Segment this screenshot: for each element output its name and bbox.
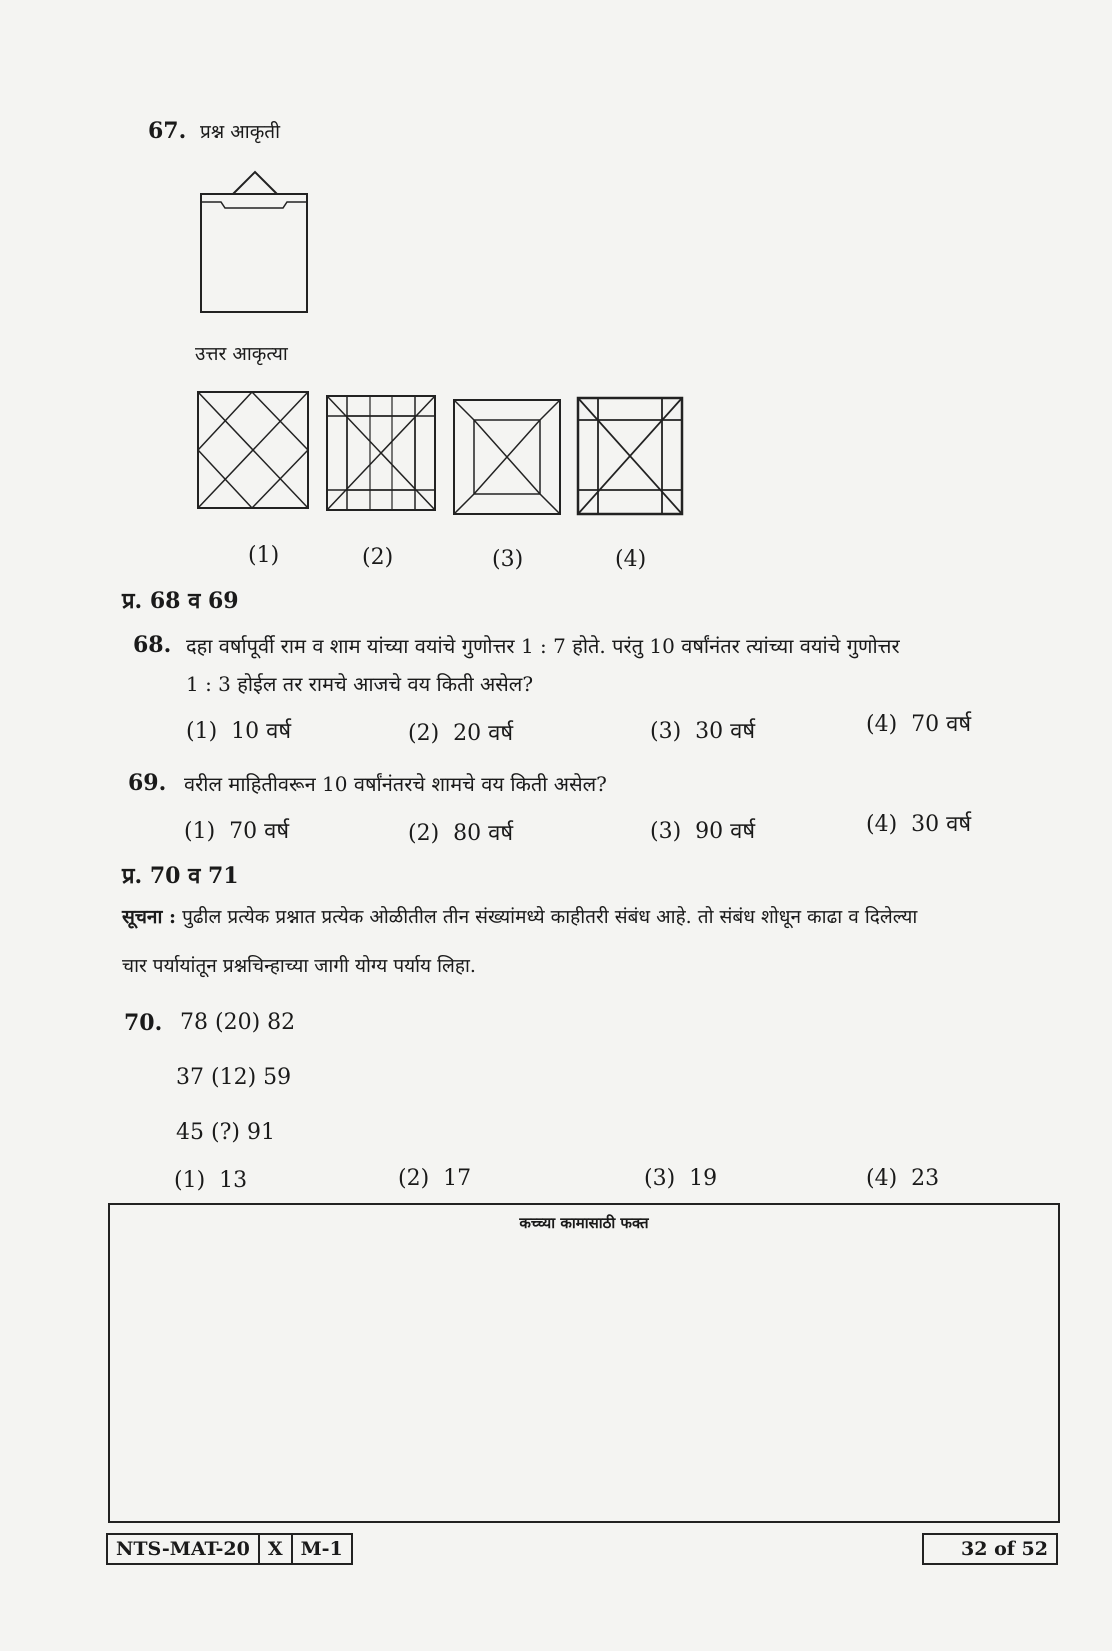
footer-set: M-1 (300, 1538, 343, 1560)
question-70-row-1: 78 (20) 82 (180, 1010, 296, 1035)
answer-figure-4[interactable] (576, 396, 684, 516)
footer-class: X (260, 1535, 293, 1563)
question-figure-label: प्रश्न आकृती (200, 121, 281, 143)
section-header-70-71: प्र. 70 व 71 (122, 863, 239, 889)
instruction-text-1: पुढील प्रत्येक प्रश्नात प्रत्येक ओळीतील तीन संख्यांमध्ये काहीतरी संबंध आहे. तो संबंध शोधून काढा व दिलेल्या (182, 906, 918, 928)
footer-exam-code: NTS-MAT-20 (108, 1535, 260, 1563)
question-69-option-3[interactable]: (3) 90 वर्ष (650, 819, 756, 844)
instruction-label: सूचना : (122, 906, 177, 928)
question-68-option-4[interactable]: (4) 70 वर्ष (866, 712, 972, 737)
question-69-option-2[interactable]: (2) 80 वर्ष (408, 821, 514, 846)
question-70-option-4[interactable]: (4) 23 (866, 1166, 940, 1191)
question-68-option-2[interactable]: (2) 20 वर्ष (408, 721, 514, 746)
question-70-option-2[interactable]: (2) 17 (398, 1166, 472, 1191)
question-figure-envelope (195, 168, 315, 318)
question-68-option-1[interactable]: (1) 10 वर्ष (186, 719, 292, 744)
instruction-line-2: चार पर्यायांतून प्रश्नचिन्हाच्या जागी योग्य पर्याय लिहा. (122, 955, 476, 977)
instruction-line-1 (122, 903, 917, 929)
answer-figure-label-2: (2) (362, 545, 394, 570)
answer-figure-label-3: (3) (492, 547, 524, 572)
question-number-70: 70. (124, 1010, 163, 1036)
footer-code-box (106, 1533, 353, 1565)
question-68-text-line-2: 1 : 3 होईल तर रामचे आजचे वय किती असेल? (186, 672, 534, 696)
rough-work-label: कच्च्या कामासाठी फक्त (519, 1214, 649, 1232)
answer-figure-3[interactable] (452, 398, 562, 516)
question-70-option-3[interactable]: (3) 19 (644, 1166, 718, 1191)
question-number-67: 67. (148, 118, 187, 144)
answer-figure-1[interactable] (196, 390, 310, 510)
question-70-row-3: 45 (?) 91 (176, 1120, 275, 1145)
answer-figures-label: उत्तर आकृत्या (195, 343, 288, 365)
answer-figure-2[interactable] (325, 394, 437, 512)
footer-page-number: 32 of 52 (922, 1533, 1058, 1565)
question-number-69: 69. (128, 770, 167, 796)
answer-figure-label-4: (4) (615, 547, 647, 572)
question-69-option-1[interactable]: (1) 70 वर्ष (184, 819, 290, 844)
question-68-option-3[interactable]: (3) 30 वर्ष (650, 719, 756, 744)
question-69-option-4[interactable]: (4) 30 वर्ष (866, 812, 972, 837)
question-69-text: वरील माहितीवरून 10 वर्षांनंतरचे शामचे वय किती असेल? (184, 772, 607, 796)
question-68-text-line-1: दहा वर्षापूर्वी राम व शाम यांच्या वयांचे गुणोत्तर 1 : 7 होते. परंतु 10 वर्षांनंतर त्यांच्या वयांचे गुणोत्तर (186, 634, 900, 658)
rough-work-box (108, 1203, 1060, 1523)
question-70-row-2: 37 (12) 59 (176, 1065, 292, 1090)
question-70-option-1[interactable]: (1) 13 (174, 1168, 248, 1193)
answer-figure-label-1: (1) (248, 543, 280, 568)
section-header-68-69: प्र. 68 व 69 (122, 588, 239, 614)
question-number-68: 68. (133, 632, 172, 658)
